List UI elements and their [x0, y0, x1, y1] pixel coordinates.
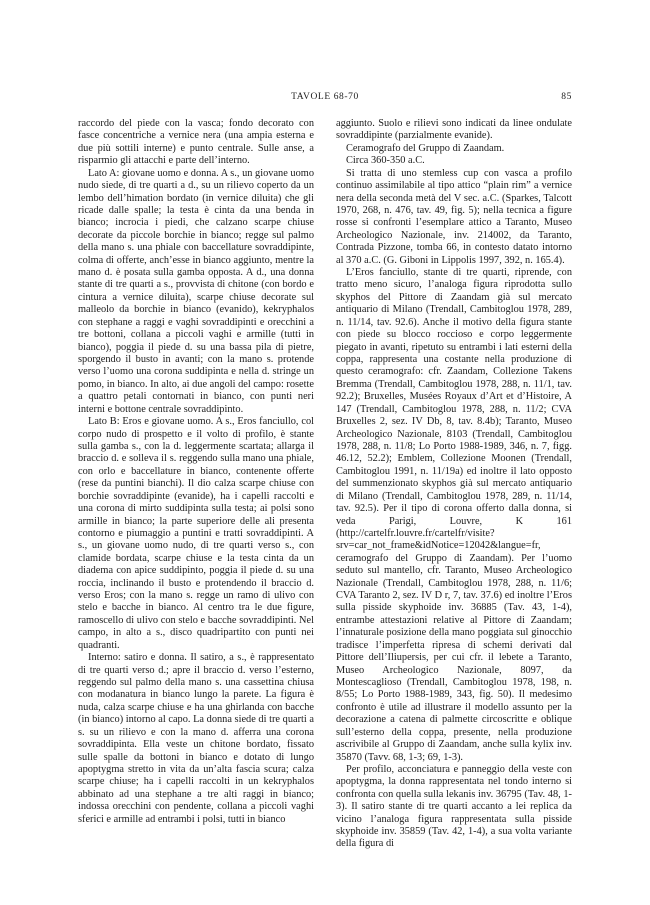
paragraph-foot-description: raccordo del piede con la vasca; fondo decorato con fasce concentriche a vernice nera (una ampia esterna e due più sottili interne) e punto centrale. Sulle anse, a risparmio gli attacchi e parte dell’interno.	[78, 118, 314, 167]
attribution: Ceramografo del Gruppo di Zaandam.	[346, 142, 505, 154]
paragraph-shape-comparison: Si tratta di uno stemless cup con vasca a profilo continuo assimilabile al tipo attico “plain rim” a vernice nera della seconda metà del V sec. a.C. (Sparkes, Talcott 1970, 268, n. 476, tav. 49, fig. 5); nella tecnica a figure rosse si confronti l’esemplare attico a Taranto, Museo Archeologico Nazionale, inv. 214002, da Taranto, Contrada Pizzone, tomba 66, in contesto datato intorno al 370 a.C. (G. Giboni in Lippolis 1997, 392, n. 165.4).	[336, 167, 572, 266]
dating: Circa 360-350 a.C.	[346, 155, 425, 167]
page-header	[78, 92, 572, 106]
paragraph-ground-lines: aggiunto. Suolo e rilievi sono indicati da linee ondulate sovraddipinte (parzialmente evanide).	[336, 118, 572, 142]
paragraph-eros-comparison: L’Eros fanciullo, stante di tre quarti, riprende, con tratto meno sicuro, l’analoga figura riprodotta sullo skyphos del Pittore di Zaandam già sul mercato antiquario di Milano (Trendall, Cambitoglou 1978, 289, n. 11/14, tav. 92.6). Anche il motivo della figura stante con piede su blocco roccioso e corpo leggermente piegato in avanti, ripetuto su entrambi i lati esterni della coppa, rappresenta una costante nella produzione di questo ceramografo: cfr. Zaandam, Collezione Takens Bremma (Trendall, Cambitoglou 1978, 288, n. 11/1, tav. 92.2); Bruxelles, Musées Royaux d’Art et d’Histoire, A 147 (Trendall, Cambitoglou 1978, 288, n. 11/2; CVA Bruxelles 2, sez. IV Db, 8, tav. 8.4b); Taranto, Museo Archeologico Nazionale, 8103 (Trendall, Cambitoglou 1978, 288, n. 11/8; Lo Porto 1988-1989, 346, n. 7, figg. 46.12, 52.2); Emblem, Collezione Moonen (Trendall, Cambitoglou 1991, n. 11/19a) ed inoltre il lato opposto del summenzionato skyphos già sul mercato antiquario di Milano (Trendall, Cambitoglou 1978, 289, n. 11/14, tav. 92.5). Per il tipo di corona offerto dalla donna, si veda Parigi, Louvre, K 161 (http://cartelfr.louvre.fr/cartelfr/visite?srv=car_not_frame&idNotice=12042&langue=fr, ceramografo del Gruppo di Zaandam). Per l’uomo seduto sul mantello, cfr. Taranto, Museo Archeologico Nazionale (Trendall, Cambitoglou 1978, 288, n. 11/6; CVA Taranto 2, sez. IV D r, 7, tav. 37.6) ed inoltre l’Eros sulla pisside skyphoide inv. 36885 (Tav. 43, 1-4), entrambe attestazioni relative al Pittore di Zaandam; l’innaturale posizione della mano poggiata sul ginocchio tradisce l’imperfetta ripresa di schemi derivati dal Pittore dell’Iliupersis, per cui cfr. il lebete a Taranto, Museo Archeologico Nazionale, 8097, da Montescaglioso (Trendall, Cambitoglou 1978, 198, n. 8/55; Lo Porto 1988-1989, 343, fig. 50). Il medesimo confronto è utile ad illustrare il modello assunto per la decorazione a catena di palmette circoscritte e oblique sull’esterno della coppa, presente, nella produzione ascrivibile al Gruppo di Zaandam, anche sulla kylix inv. 35870 (Tavv. 68, 1-3; 69, 1-3).	[336, 267, 572, 763]
paragraph-profile-comparison: Per profilo, acconciatura e panneggio della veste con apoptygma, la donna rappresentata nel tondo interno si confronta con quella sulla lekanis inv. 36795 (Tav. 48, 1-3). Il satiro stante di tre quarti accanto a lei replica da vicino l’analoga figura rappresentata sulla pisside skyphoide inv. 35859 (Tav. 42, 1-4), a sua volta variante della figura di	[336, 763, 572, 850]
right-column	[336, 118, 572, 851]
paragraph-side-b: Lato B: Eros e giovane uomo. A s., Eros fanciullo, col corpo nudo di prospetto e il volto di profilo, è stante sulla gamba s., con la d. leggermente scartata; allarga il braccio d. e solleva il s. reggendo sulla mano una phiale, con orlo e baccellature in bianco, contenente offerte (rese da puntini bianchi). Il dio calza scarpe chiuse con borchie sovraddipinte (evanide), ha i capelli raccolti e una corona di mirto suddipinta sulla testa; ai polsi sono armille in bianco; la parte superiore delle ali presenta contorno e piumaggio a puntini e tratti sovraddipinti. A s., un giovane uomo nudo, di tre quarti verso s., con clamide bordata, scarpe chiuse e la testa cinta da un diadema con apice suddipinto, poggia il piede d. su una roccia, inclinando il busto e protendendo il braccio d. verso Eros; con la mano s. regge un ramo di ulivo con stelo e bacche in bianco. Al centro tra le due figure, ramoscello di ulivo con stelo e bacche sovraddipinti. Nel campo, in alto a s., disco quadripartito con punti nei quadranti.	[78, 416, 314, 651]
page-number: 85	[561, 92, 572, 102]
running-head: TAVOLE 68-70	[291, 92, 359, 102]
paragraph-side-a: Lato A: giovane uomo e donna. A s., un giovane uomo nudo siede, di tre quarti a d., su un rilievo coperto da un lembo dell’himation bordato (in vernice diluita) che gli ricade dalle spalle; la testa è cinta da una benda in bianco; incrocia i piedi, che calzano scarpe chiuse decorate da piccole borchie in bianco; regge sul palmo della mano s. una phiale con baccellature sovraddipinte, colma di offerte, anch’esse in bianco aggiunto, mentre la mano d. è posata sulla gamba opposta. A d., una donna stante di tre quarti a s., provvista di chitone (con bordo e cintura a vernice diluita), scarpe chiuse decorate sul malleolo da borchie in bianco (evanido), kekryphalos con stephane a raggi e vaghi sovraddipinti e orecchini a tre bottoni, collana a piccoli vaghi e armille (tutti in bianco), poggia il piede d. su una bassa pila di pietre, sporgendo il busto in avanti; con la mano s. protende verso l’uomo una corona suddipinta e nella d. stringe un pomo, in bianco. In alto, ai due angoli del campo: rosette a quattro petali contornati in bianco, con punti neri interni e bottone centrale sovraddipinto.	[78, 167, 314, 415]
left-column	[78, 118, 314, 826]
paragraph-interior: Interno: satiro e donna. Il satiro, a s., è rappresentato di tre quarti verso d.; apre il braccio d. verso l’esterno, reggendo sul palmo della mano s. una cassettina chiusa con modanatura in bianco lungo la parete. La figura è nuda, calza scarpe chiuse e ha una ghirlanda con bacche (in bianco) intorno al capo. La donna siede di tre quarti a s. su un rilievo e con la mano d. afferra una corona sovraddipinta. Ella veste un chitone bordato, fissato sulle spalle da bottoni in bianco e dotato di lungo apoptygma stretto in vita da un’alta fascia scura; calza scarpe chiuse; ha i capelli raccolti in un kekryphalos abbinato ad una stephane a tre alti raggi in bianco; indossa orecchini con pendente, collana a piccoli vaghi sferici e armille ad entrambi i polsi, tutti in bianco	[78, 652, 314, 825]
